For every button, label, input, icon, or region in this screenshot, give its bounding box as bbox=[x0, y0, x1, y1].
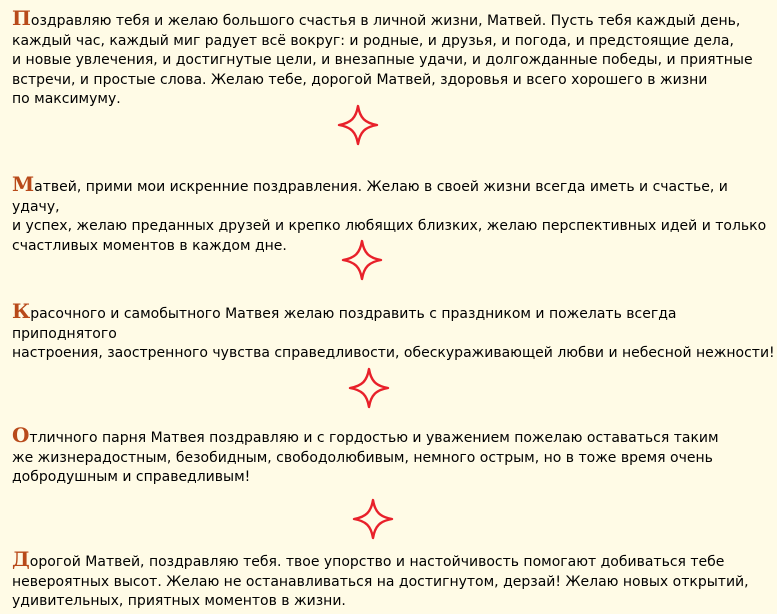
drop-cap: О bbox=[12, 423, 30, 447]
drop-cap: К bbox=[12, 299, 31, 323]
greeting-text: оздравляю тебя и желаю большого счастья в личной жизни, Матвей. Пусть тебя каждый день, каждый час, каждый миг радует всё вокруг: и родные, и друзья, и погода, и предстоящие дела, и новые увлечения, и достигнутые цели, и внезапные удачи, и долгожданные победы, и приятные встречи, и простые слова. Желаю тебе, дорогой Матвей, здоровья и всего хорошего в жизни по максимуму. bbox=[12, 13, 753, 107]
greeting-text: атвей, прими мои искренние поздравления. Желаю в своей жизни всегда иметь и счастье, и удачу, и успех, желаю преданных друзей и крепко любящих близких, желаю перспективных идей и только счастливых моментов в каждом дне. bbox=[12, 179, 767, 254]
four-point-star-icon bbox=[336, 103, 380, 147]
greeting-text: тличного парня Матвея поздравляю и с гордостью и уважением пожелаю оставаться таким же жизнерадостным, безобидным, свободолюбивым, немного острым, но в тоже время очень добродушным и справедливым! bbox=[12, 430, 719, 485]
greeting-text: расочного и самобытного Матвея желаю поздравить с праздником и пожелать всегда приподнятого настроения, заостренного чувства справедливости, обескураживающей любви и небесной нежности! bbox=[12, 306, 775, 361]
four-point-star-icon bbox=[340, 238, 384, 282]
four-point-star-icon bbox=[347, 366, 391, 410]
greeting-paragraph bbox=[12, 6, 777, 110]
greeting-paragraph bbox=[12, 299, 777, 364]
four-point-star-icon bbox=[351, 497, 395, 541]
greeting-paragraph bbox=[12, 423, 777, 488]
drop-cap: П bbox=[12, 6, 31, 30]
drop-cap: М bbox=[12, 172, 35, 196]
greeting-paragraph bbox=[12, 547, 777, 612]
greeting-text: орогой Матвей, поздравляю тебя. твое упорство и настойчивость помогают добиваться тебе невероятных высот. Желаю не останавливаться на достигнутом, дерзай! Желаю новых открытий, удивительных, приятных моментов в жизни. bbox=[12, 554, 749, 609]
greeting-paragraph bbox=[12, 172, 777, 256]
drop-cap: Д bbox=[12, 547, 30, 571]
